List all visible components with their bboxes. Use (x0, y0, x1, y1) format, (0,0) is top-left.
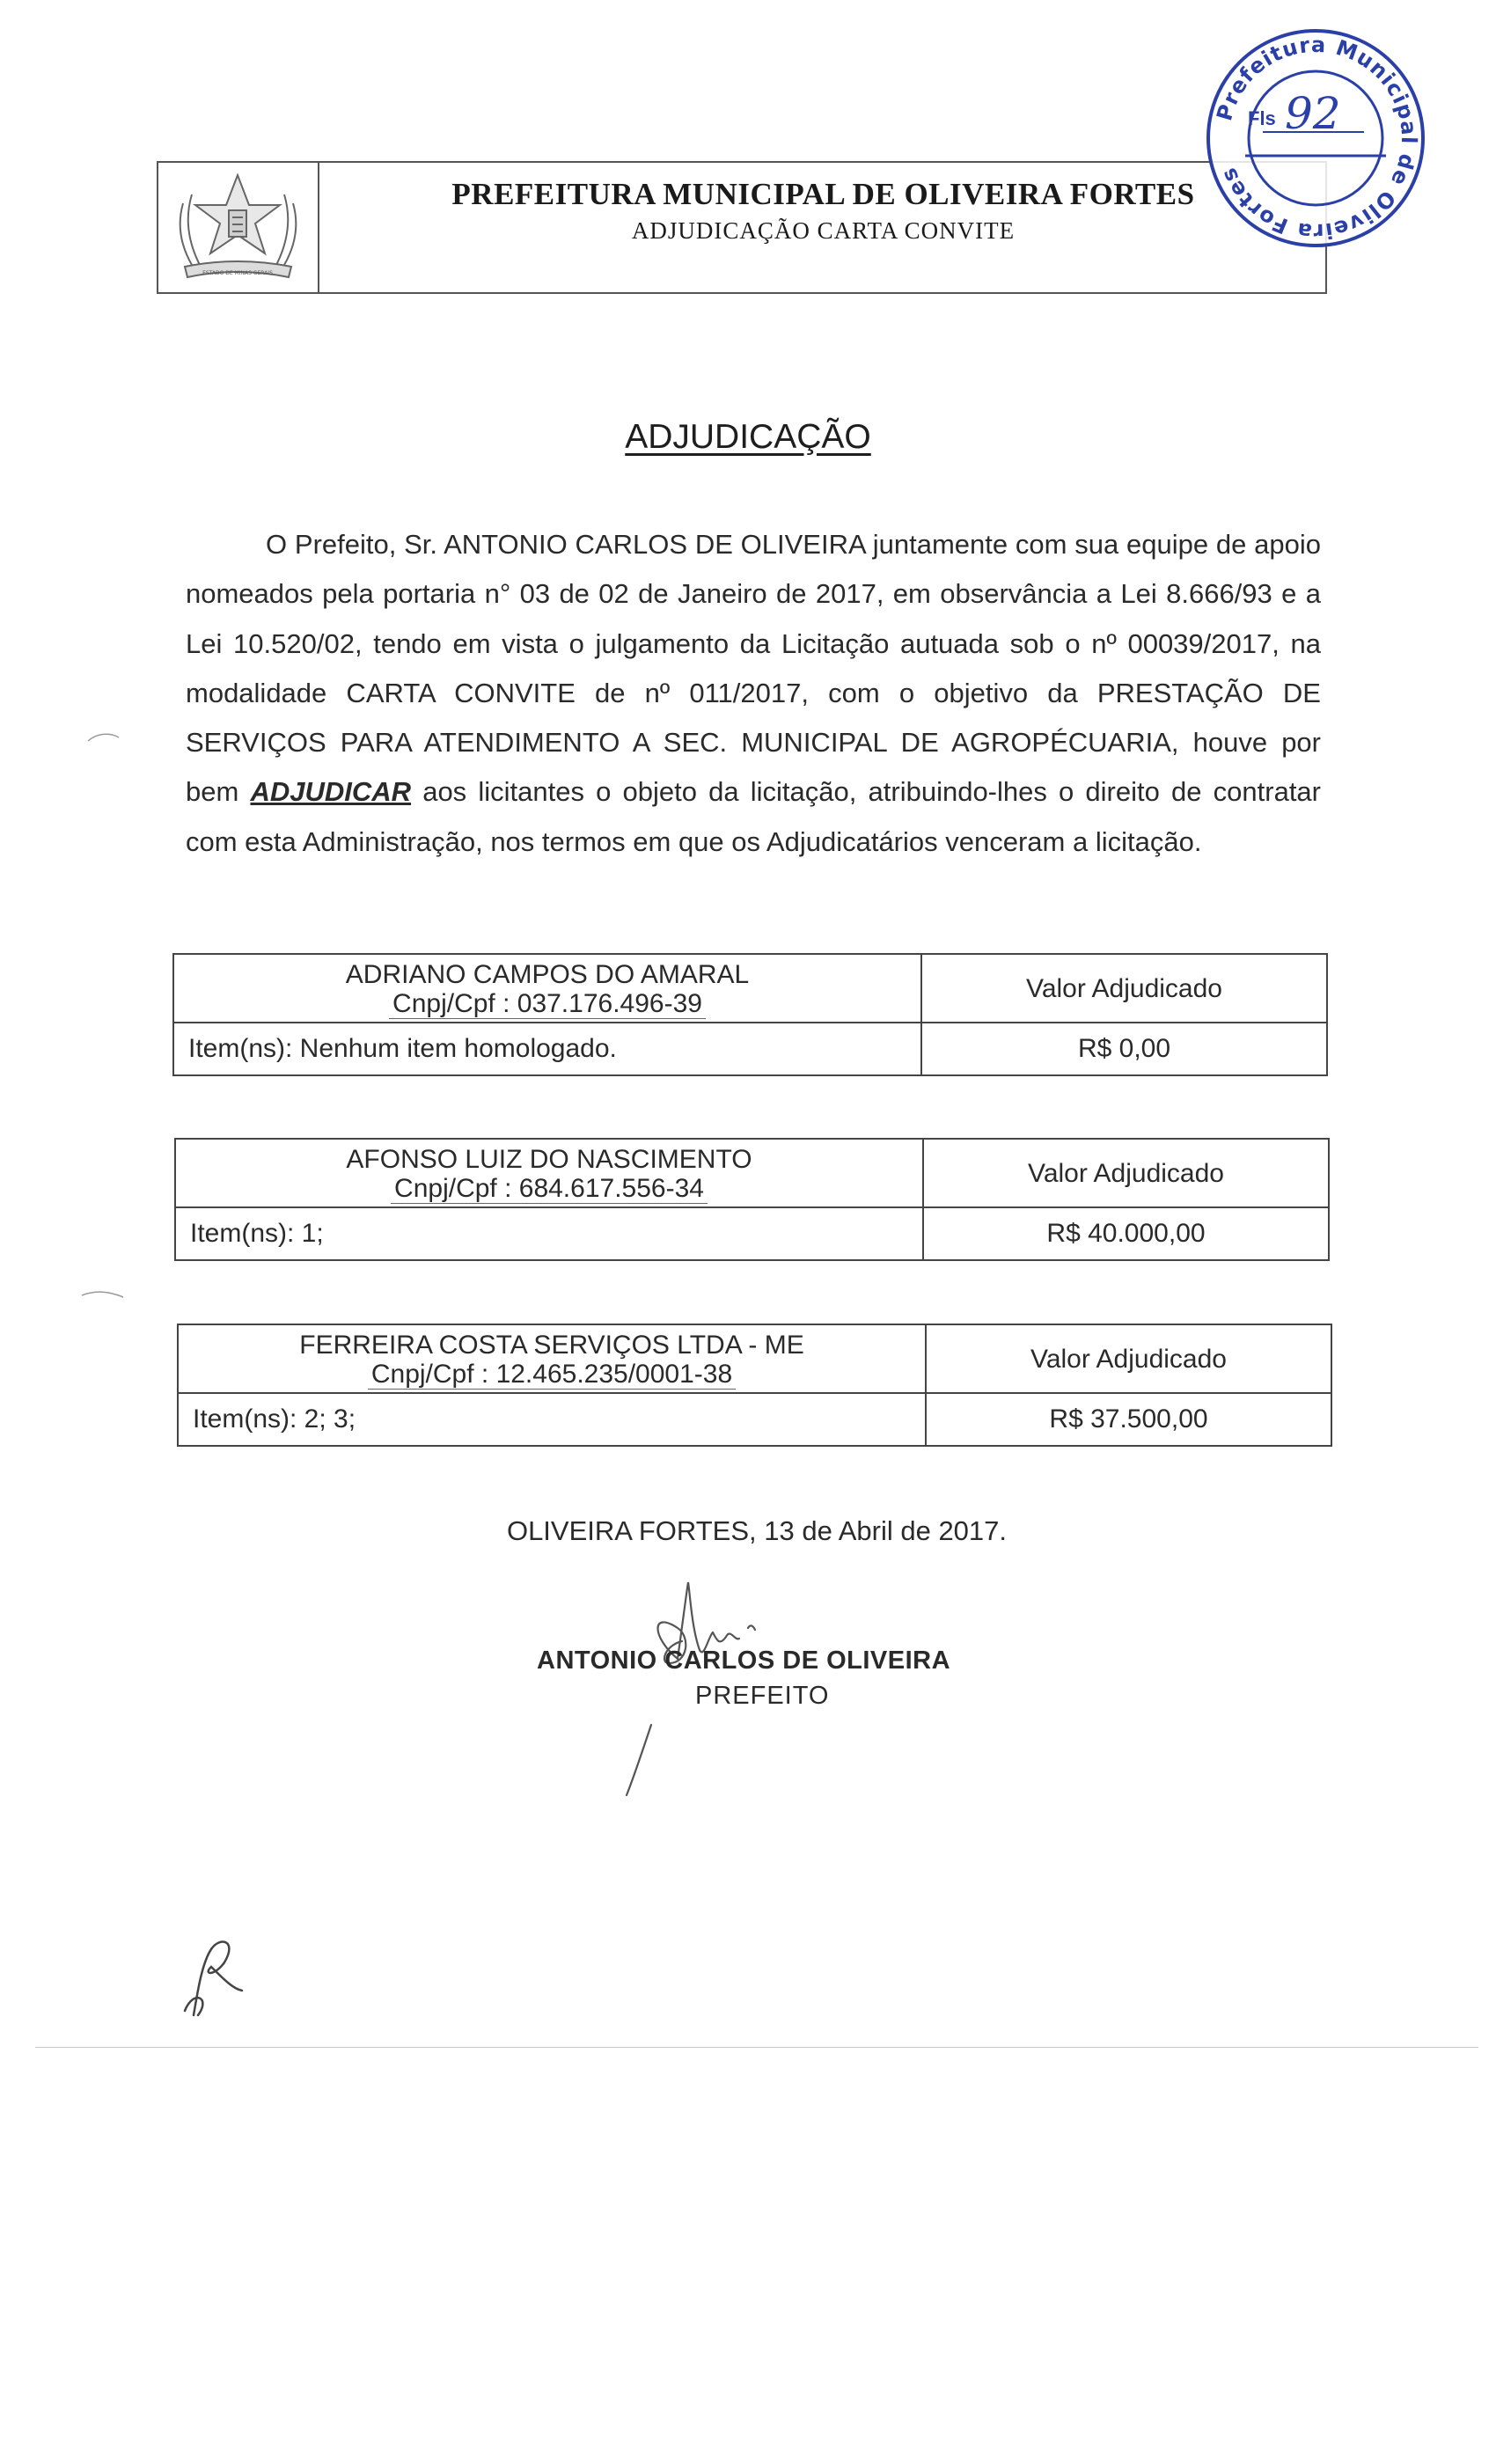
bidder-doc: Cnpj/Cpf : 037.176.496-39 (389, 989, 706, 1019)
items-cell: Item(ns): 1; (176, 1208, 924, 1259)
stamp-text: Prefeitura Municipal de Oliveira Fortes (1212, 32, 1422, 245)
page-edge-line (35, 2047, 1478, 2048)
value-label: Valor Adjudicado (924, 1140, 1328, 1208)
value-amount: R$ 40.000,00 (1046, 1219, 1206, 1248)
value-label: Valor Adjudicado (927, 1325, 1331, 1394)
bidder-cell (176, 1140, 924, 1208)
adjudication-table (174, 1138, 1330, 1261)
signatory-role: PREFEITO (695, 1682, 830, 1710)
bidder-name: FERREIRA COSTA SERVIÇOS LTDA - ME (299, 1331, 804, 1360)
margin-mark (77, 1287, 130, 1304)
date-line: OLIVEIRA FORTES, 13 de Abril de 2017. (506, 1515, 1008, 1546)
value-amount: R$ 0,00 (1077, 1034, 1171, 1063)
body-text-part2: aos licitantes o objeto da licitação, atribuindo-lhes o direito de contratar com esta Administração, nos termos em que os Adjudicatários venceram a licitação. (186, 776, 1321, 857)
body-paragraph (186, 520, 1321, 867)
crest-text: ESTADO DE MINAS GERAIS (202, 270, 273, 276)
adjudication-table (177, 1324, 1332, 1447)
crest-cell (157, 161, 319, 294)
bidder-doc: Cnpj/Cpf : 12.465.235/0001-38 (368, 1360, 736, 1390)
items-cell: Item(ns): Nenhum item homologado. (174, 1023, 922, 1074)
state-crest-icon (165, 168, 311, 287)
bidder-cell (179, 1325, 927, 1394)
signatory-name: ANTONIO CARLOS DE OLIVEIRA (537, 1646, 951, 1675)
stamp-page-number: 92 (1285, 88, 1341, 139)
body-text-part1: O Prefeito, Sr. ANTONIO CARLOS DE OLIVEIRA juntamente com sua equipe de apoio nomeados pela portaria n° 03 de 02 de Janeiro de 2017, em observância a Lei 8.666/93 e a Lei 10.520/02, tendo em vista o julgamento da Licitação autuada sob o nº 00039/2017, na modalidade CARTA CONVITE de nº 011/2017, com o objetivo da PRESTAÇÃO DE SERVIÇOS PARA ATENDIMENTO A SEC. MUNICIPAL DE AGROPÉCUARIA, houve por bem (186, 529, 1321, 808)
margin-mark (84, 729, 128, 746)
bidder-doc: Cnpj/Cpf : 684.617.556-34 (391, 1174, 708, 1204)
document-title: ADJUDICAÇÃO (625, 418, 871, 456)
header-title: PREFEITURA MUNICIPAL DE OLIVEIRA FORTES (451, 177, 1195, 211)
bidder-cell (174, 955, 922, 1023)
body-emphasis: ADJUDICAR (250, 776, 412, 808)
value-label: Valor Adjudicado (922, 955, 1326, 1023)
header-subtitle: ADJUDICAÇÃO CARTA CONVITE (631, 217, 1016, 244)
adjudication-table (172, 953, 1328, 1076)
initial-mark (176, 1927, 246, 2024)
value-amount: R$ 37.500,00 (1049, 1404, 1208, 1434)
bidder-name: AFONSO LUIZ DO NASCIMENTO (346, 1145, 752, 1174)
bidder-name: ADRIANO CAMPOS DO AMARAL (345, 960, 750, 989)
stamp-label: Fls (1248, 107, 1276, 129)
items-cell: Item(ns): 2; 3; (179, 1394, 927, 1445)
